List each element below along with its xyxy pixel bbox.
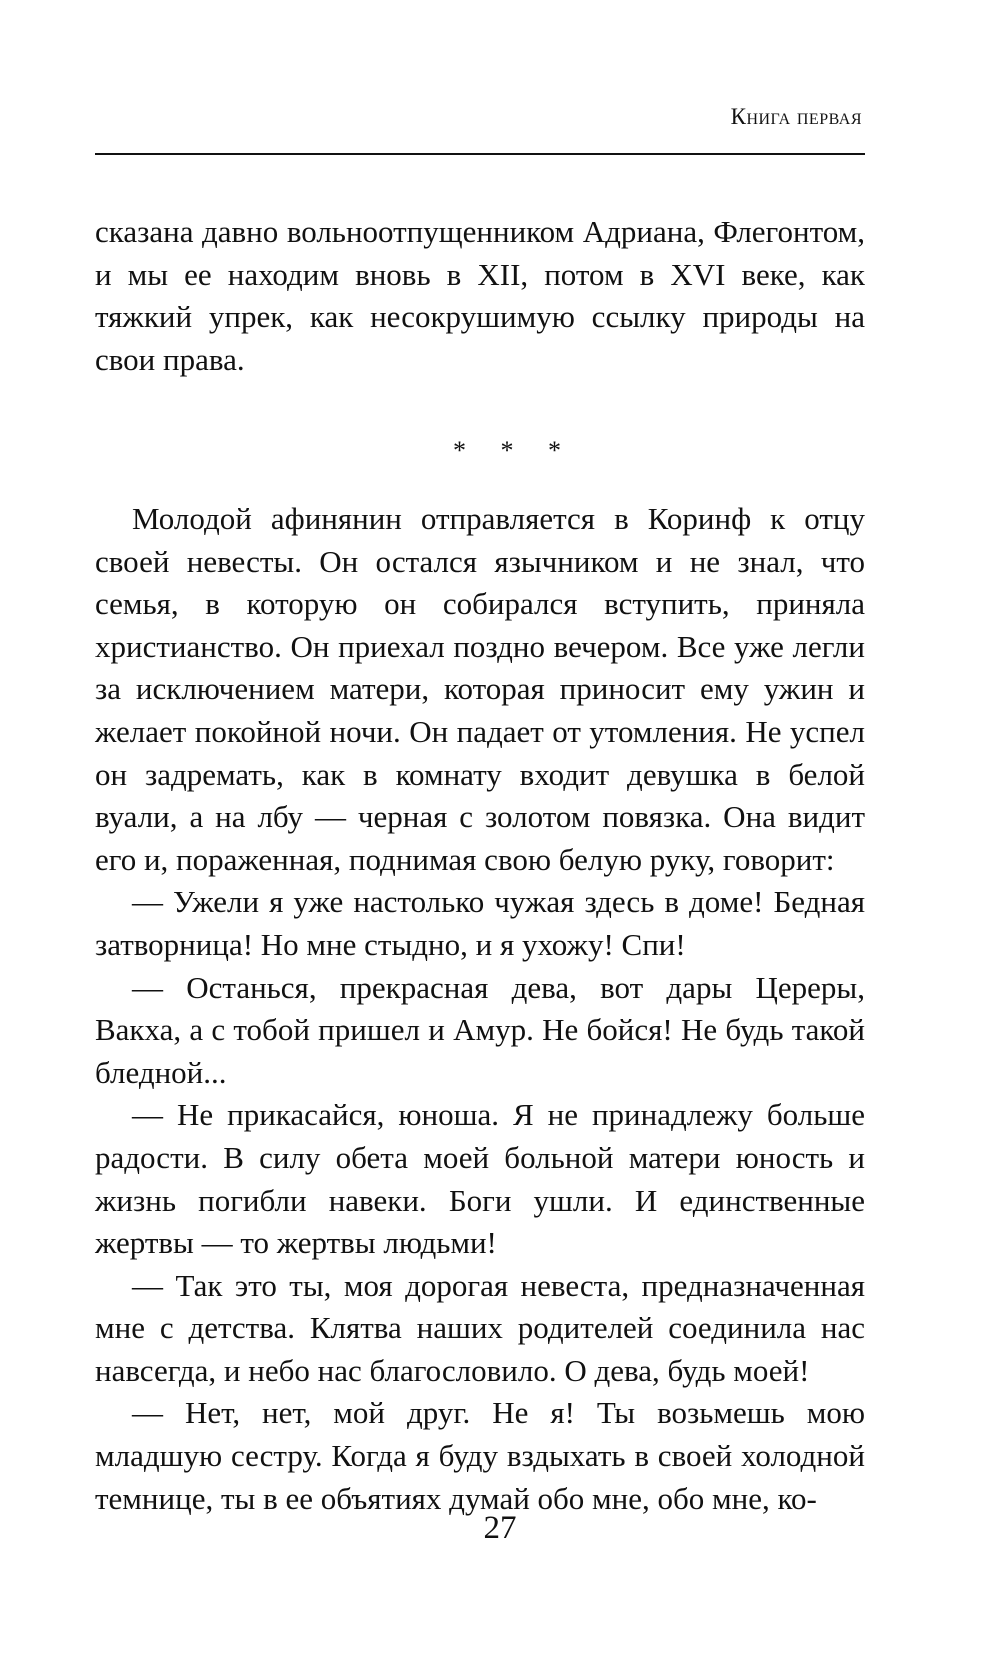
section-break: * * * <box>453 436 575 465</box>
continuation-text <box>95 211 865 381</box>
dialogue-line: — Ужели я уже настолько чужая здесь в доме! Бедная затворница! Но мне стыдно, и я ухожу! Спи! <box>95 884 865 962</box>
paragraph: сказана давно вольноотпущенником Адриана, Флегонтом, и мы ее находим вновь в XII, потом в XVI веке, как тяжкий упрек, как несокрушимую ссылку природы на свои права. <box>95 214 865 377</box>
dialogue-line: — Не прикасайся, юноша. Я не принадлежу больше радости. В силу обета моей больной матери юность и жизнь погибли навеки. Боги ушли. И единственные жертвы — то жертвы людьми! <box>95 1097 865 1261</box>
dialogue-line: — Нет, нет, мой друг. Не я! Ты возьмешь мою младшую сестру. Когда я буду вздыхать в своей холодной темнице, ты в ее объятиях думай обо мне, обо мне, ко- <box>95 1395 865 1516</box>
dialogue-line: — Останься, прекрасная дева, вот дары Цереры, Вакха, а с тобой пришел и Амур. Не бойся! Не будь такой бледной... <box>95 969 865 1090</box>
header-rule <box>95 153 865 155</box>
dialogue-line: — Так это ты, моя дорогая невеста, предназначенная мне с детства. Клятва наших родителей соединила нас навсегда, и небо нас благословило. О дева, будь моей! <box>95 1267 865 1388</box>
running-head: Книга первая <box>730 104 862 129</box>
page-number: 27 <box>483 1510 517 1546</box>
paragraph: Молодой афинянин отправляется в Коринф к отцу своей невесты. Он остался язычником и не знал, что семья, в которую он собирался вступить, приняла христианство. Он приехал поздно вечером. Все уже легли за исключением матери, которая приносит ему ужин и желает покойной ночи. Он падает от утомления. Не успел он задремать, как в комнату входит девушка в белой вуали, а на лбу — черная с золотом повязка. Она видит его и, пораженная, поднимая свою белую руку, говорит: <box>95 501 865 877</box>
main-text <box>95 498 865 1520</box>
